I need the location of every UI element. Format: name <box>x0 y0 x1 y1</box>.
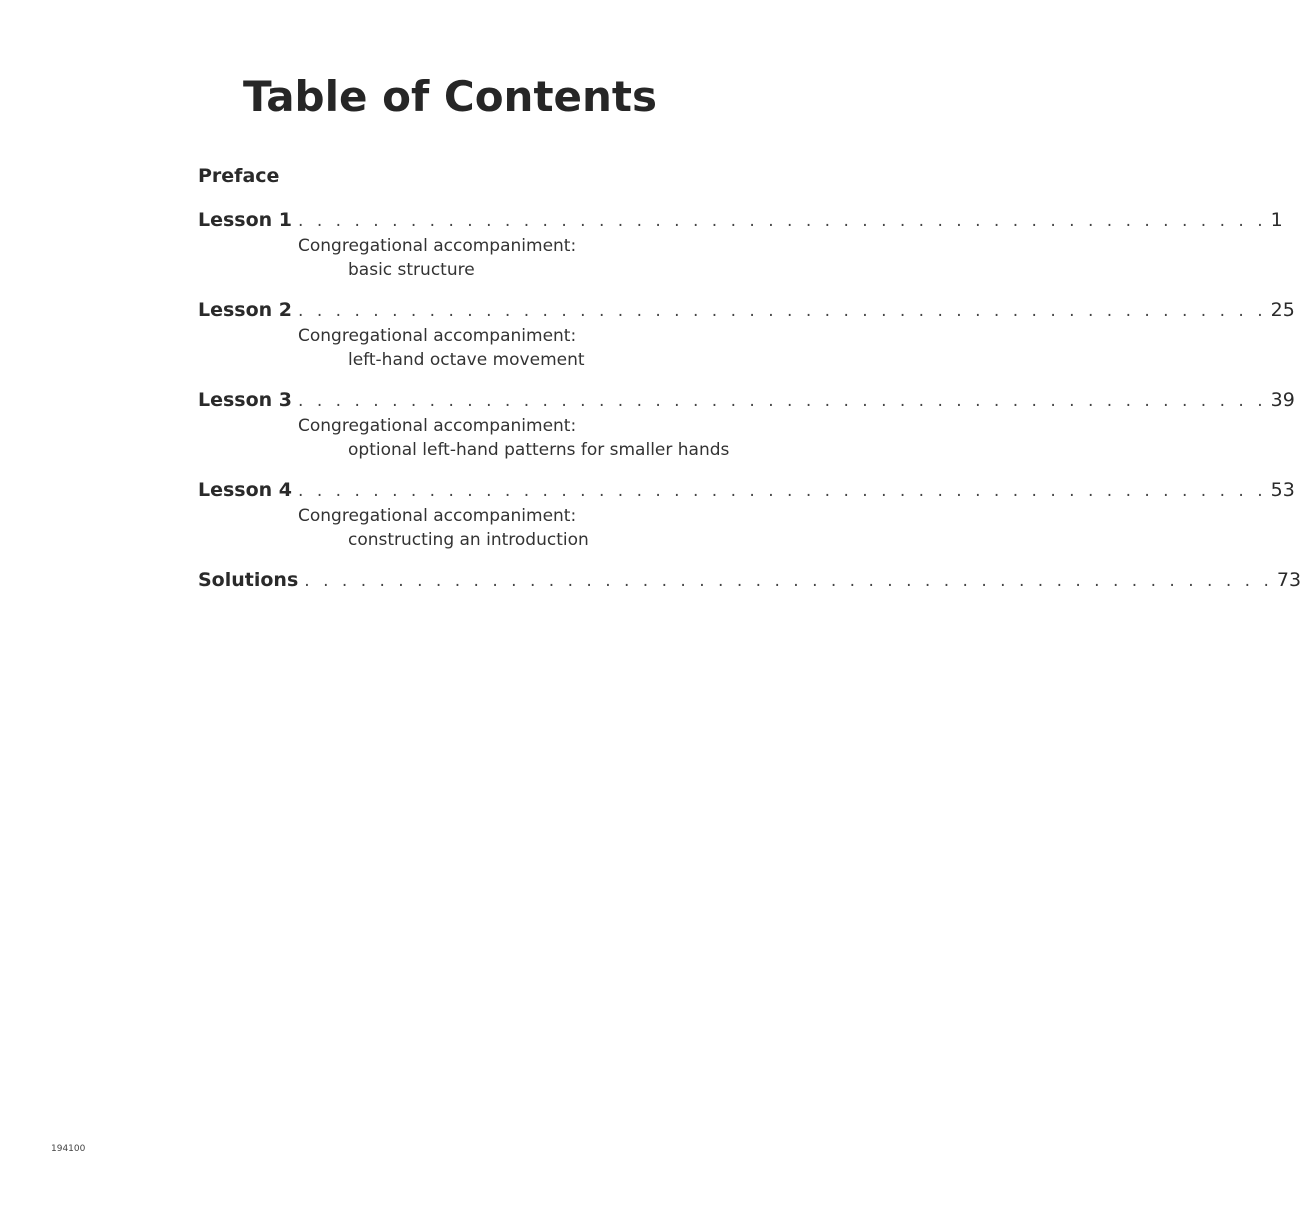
toc-page-number: 25 <box>1270 299 1295 321</box>
dot-leader: . . . . . . . . . . . . . . . . . . . . . . . . . . . . . . . . . . . . . . . . . . . . . . . . . . . . <box>298 301 1267 321</box>
toc-entry-detail: left-hand octave movement <box>348 350 585 370</box>
dot-leader: . . . . . . . . . . . . . . . . . . . . . . . . . . . . . . . . . . . . . . . . . . . . . . . . . . . . <box>298 481 1267 501</box>
toc-preface: Preface <box>198 165 280 187</box>
toc-entry-lesson-2 <box>198 296 1295 372</box>
toc-page-number: 53 <box>1270 479 1295 501</box>
toc-entry-lesson-1 <box>198 206 1283 282</box>
toc-entry-detail: basic structure <box>348 260 475 280</box>
toc-entry-subtitle: Congregational accompaniment: <box>298 416 577 436</box>
toc-entry-label: Lesson 3 <box>198 389 293 411</box>
toc-entry-label: Lesson 2 <box>198 299 293 321</box>
dot-leader: . . . . . . . . . . . . . . . . . . . . . . . . . . . . . . . . . . . . . . . . . . . . . . . . . . . . <box>298 211 1267 231</box>
toc-entry-subtitle: Congregational accompaniment: <box>298 236 577 256</box>
toc-entry-subtitle: Congregational accompaniment: <box>298 506 577 526</box>
toc-entry-lesson-4 <box>198 476 1295 552</box>
toc-entry-detail: constructing an introduction <box>348 530 589 550</box>
toc-page-number: 73 <box>1276 569 1301 591</box>
toc-entry-detail: optional left-hand patterns for smaller hands <box>348 440 730 460</box>
toc-page-number: 1 <box>1270 209 1283 231</box>
table-of-contents <box>198 160 1301 594</box>
toc-entry-label: Lesson 1 <box>198 209 293 231</box>
toc-entry-solutions <box>198 566 1301 594</box>
toc-page-number: 39 <box>1270 389 1295 411</box>
footer-code: 194100 <box>51 1144 86 1154</box>
dot-leader: . . . . . . . . . . . . . . . . . . . . . . . . . . . . . . . . . . . . . . . . . . . . . . . . . . . . <box>298 391 1267 411</box>
page-title: Table of Contents <box>242 72 657 121</box>
toc-entry-subtitle: Congregational accompaniment: <box>298 326 577 346</box>
toc-entry-lesson-3 <box>198 386 1295 462</box>
toc-entry-label: Lesson 4 <box>198 479 293 501</box>
dot-leader: . . . . . . . . . . . . . . . . . . . . . . . . . . . . . . . . . . . . . . . . . . . . . . . . . . . . <box>304 571 1273 591</box>
toc-entry-label: Solutions <box>198 569 299 591</box>
